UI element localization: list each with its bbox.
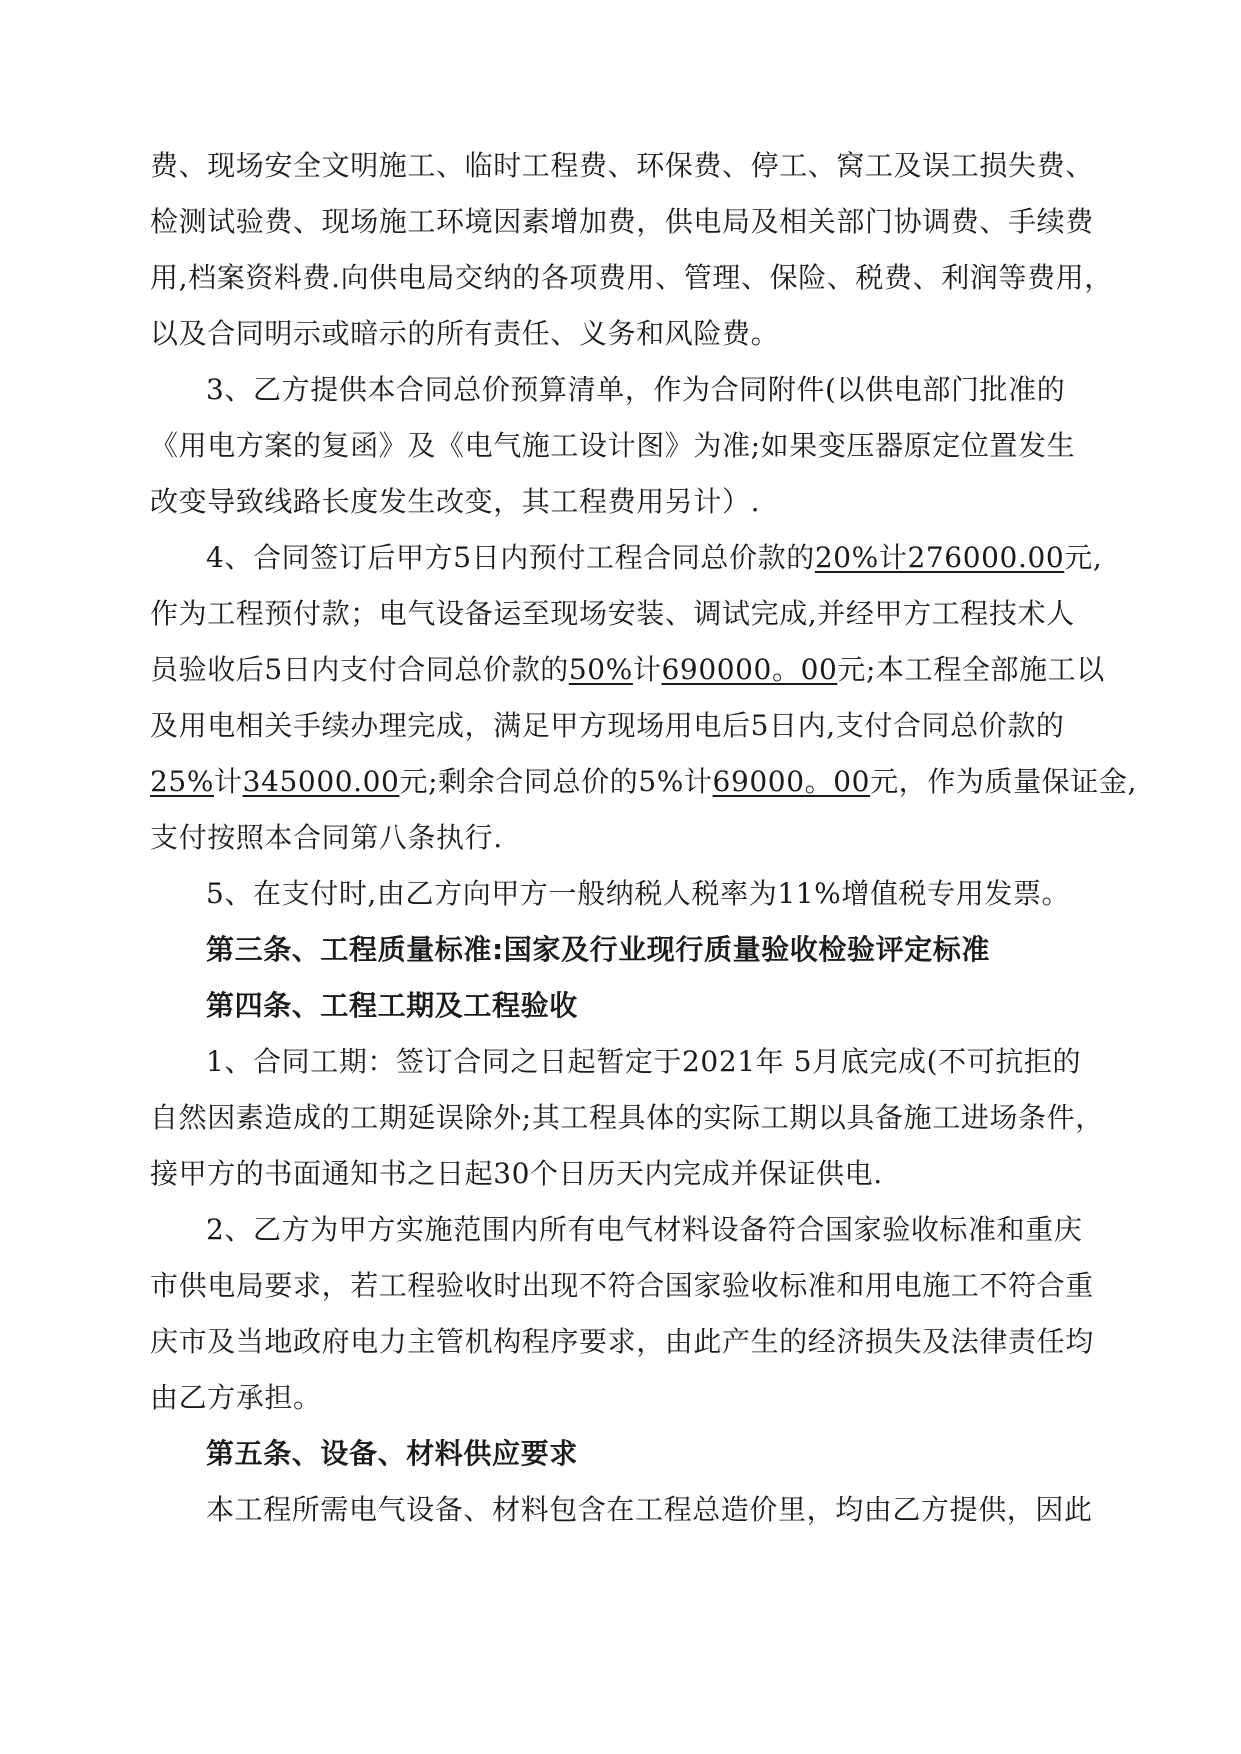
text-segment: 计: [214, 765, 243, 798]
text-line: 自然因素造成的工期延误除外;其工程具体的实际工期以具备施工进场条件，: [150, 1101, 1104, 1134]
text-line: 由乙方承担。: [150, 1381, 322, 1414]
text-line: 检测试验费、现场施工环境因素增加费，供电局及相关部门协调费、手续费: [150, 205, 1094, 238]
clause-3: 3、乙方提供本合同总价预算清单，作为合同附件(以供电部门批准的: [206, 373, 1066, 406]
article-4-heading: 第四条、工程工期及工程验收: [206, 989, 578, 1022]
text-segment: 元;剩余合同总价的5%计: [399, 765, 713, 798]
text-segment: 员验收后5日内支付合同总价款的: [150, 653, 569, 686]
text-line: 改变导致线路长度发生改变，其工程费用另计）.: [150, 485, 761, 518]
text-segment: 元,: [1064, 541, 1103, 574]
progress-payment-percent: 50%: [568, 653, 633, 686]
article-4-clause-1: 1、合同工期：签订合同之日起暂定于2021年 5月底完成(不可抗拒的: [206, 1045, 1082, 1078]
text-line: 支付按照本合同第八条执行.: [150, 821, 503, 854]
text-line: 以及合同明示或暗示的所有责任、义务和风险费。: [150, 317, 780, 350]
text-line: 接甲方的书面通知书之日起30个日历天内完成并保证供电.: [150, 1157, 883, 1190]
clause-5: 5、在支付时,由乙方向甲方一般纳税人税率为11%增值税专用发票。: [206, 877, 1071, 910]
text-line: 用,档案资料费.向供电局交纳的各项费用、管理、保险、税费、利润等费用，: [150, 261, 1113, 294]
text-line: [150, 642, 1105, 698]
completion-payment-percent: 25%: [150, 765, 215, 798]
text-line: 庆市及当地政府电力主管机构程序要求，由此产生的经济损失及法律责任均: [150, 1325, 1094, 1358]
progress-payment-amount: 690000。00: [661, 653, 838, 686]
retention-amount: 69000。00: [712, 765, 871, 798]
completion-payment-amount: 345000.00: [242, 765, 400, 798]
advance-payment-amount: 20%计276000.00: [814, 541, 1065, 574]
article-3-heading: 第三条、工程质量标准:国家及行业现行质量验收检验评定标准: [206, 933, 991, 966]
text-line: 作为工程预付款；电气设备运至现场安装、调试完成,并经甲方工程技术人: [150, 597, 1075, 630]
text-segment: 4、合同签订后甲方5日内预付工程合同总价款的: [206, 541, 815, 574]
text-line: [150, 754, 1137, 810]
text-line: 《用电方案的复函》及《电气施工设计图》为准;如果变压器原定位置发生: [150, 429, 1076, 462]
text-segment: 元，作为质量保证金,: [870, 765, 1137, 798]
text-line: 市供电局要求，若工程验收时出现不符合国家验收标准和用电施工不符合重: [150, 1269, 1094, 1302]
text-line: 及用电相关手续办理完成，满足甲方现场用电后5日内,支付合同总价款的: [150, 709, 1065, 742]
article-5-body: 本工程所需电气设备、材料包含在工程总造价里，均由乙方提供，因此: [206, 1493, 1093, 1526]
clause-4: [150, 530, 1103, 586]
article-5-heading: 第五条、设备、材料供应要求: [206, 1437, 578, 1470]
text-line: 费、现场安全文明施工、临时工程费、环保费、停工、窝工及误工损失费、: [150, 149, 1094, 182]
text-segment: 计: [632, 653, 662, 686]
article-4-clause-2: 2、乙方为甲方实施范围内所有电气材料设备符合国家验收标准和重庆: [206, 1213, 1083, 1246]
document-page: [150, 138, 1137, 1538]
text-segment: 元;本工程全部施工以: [837, 653, 1105, 686]
